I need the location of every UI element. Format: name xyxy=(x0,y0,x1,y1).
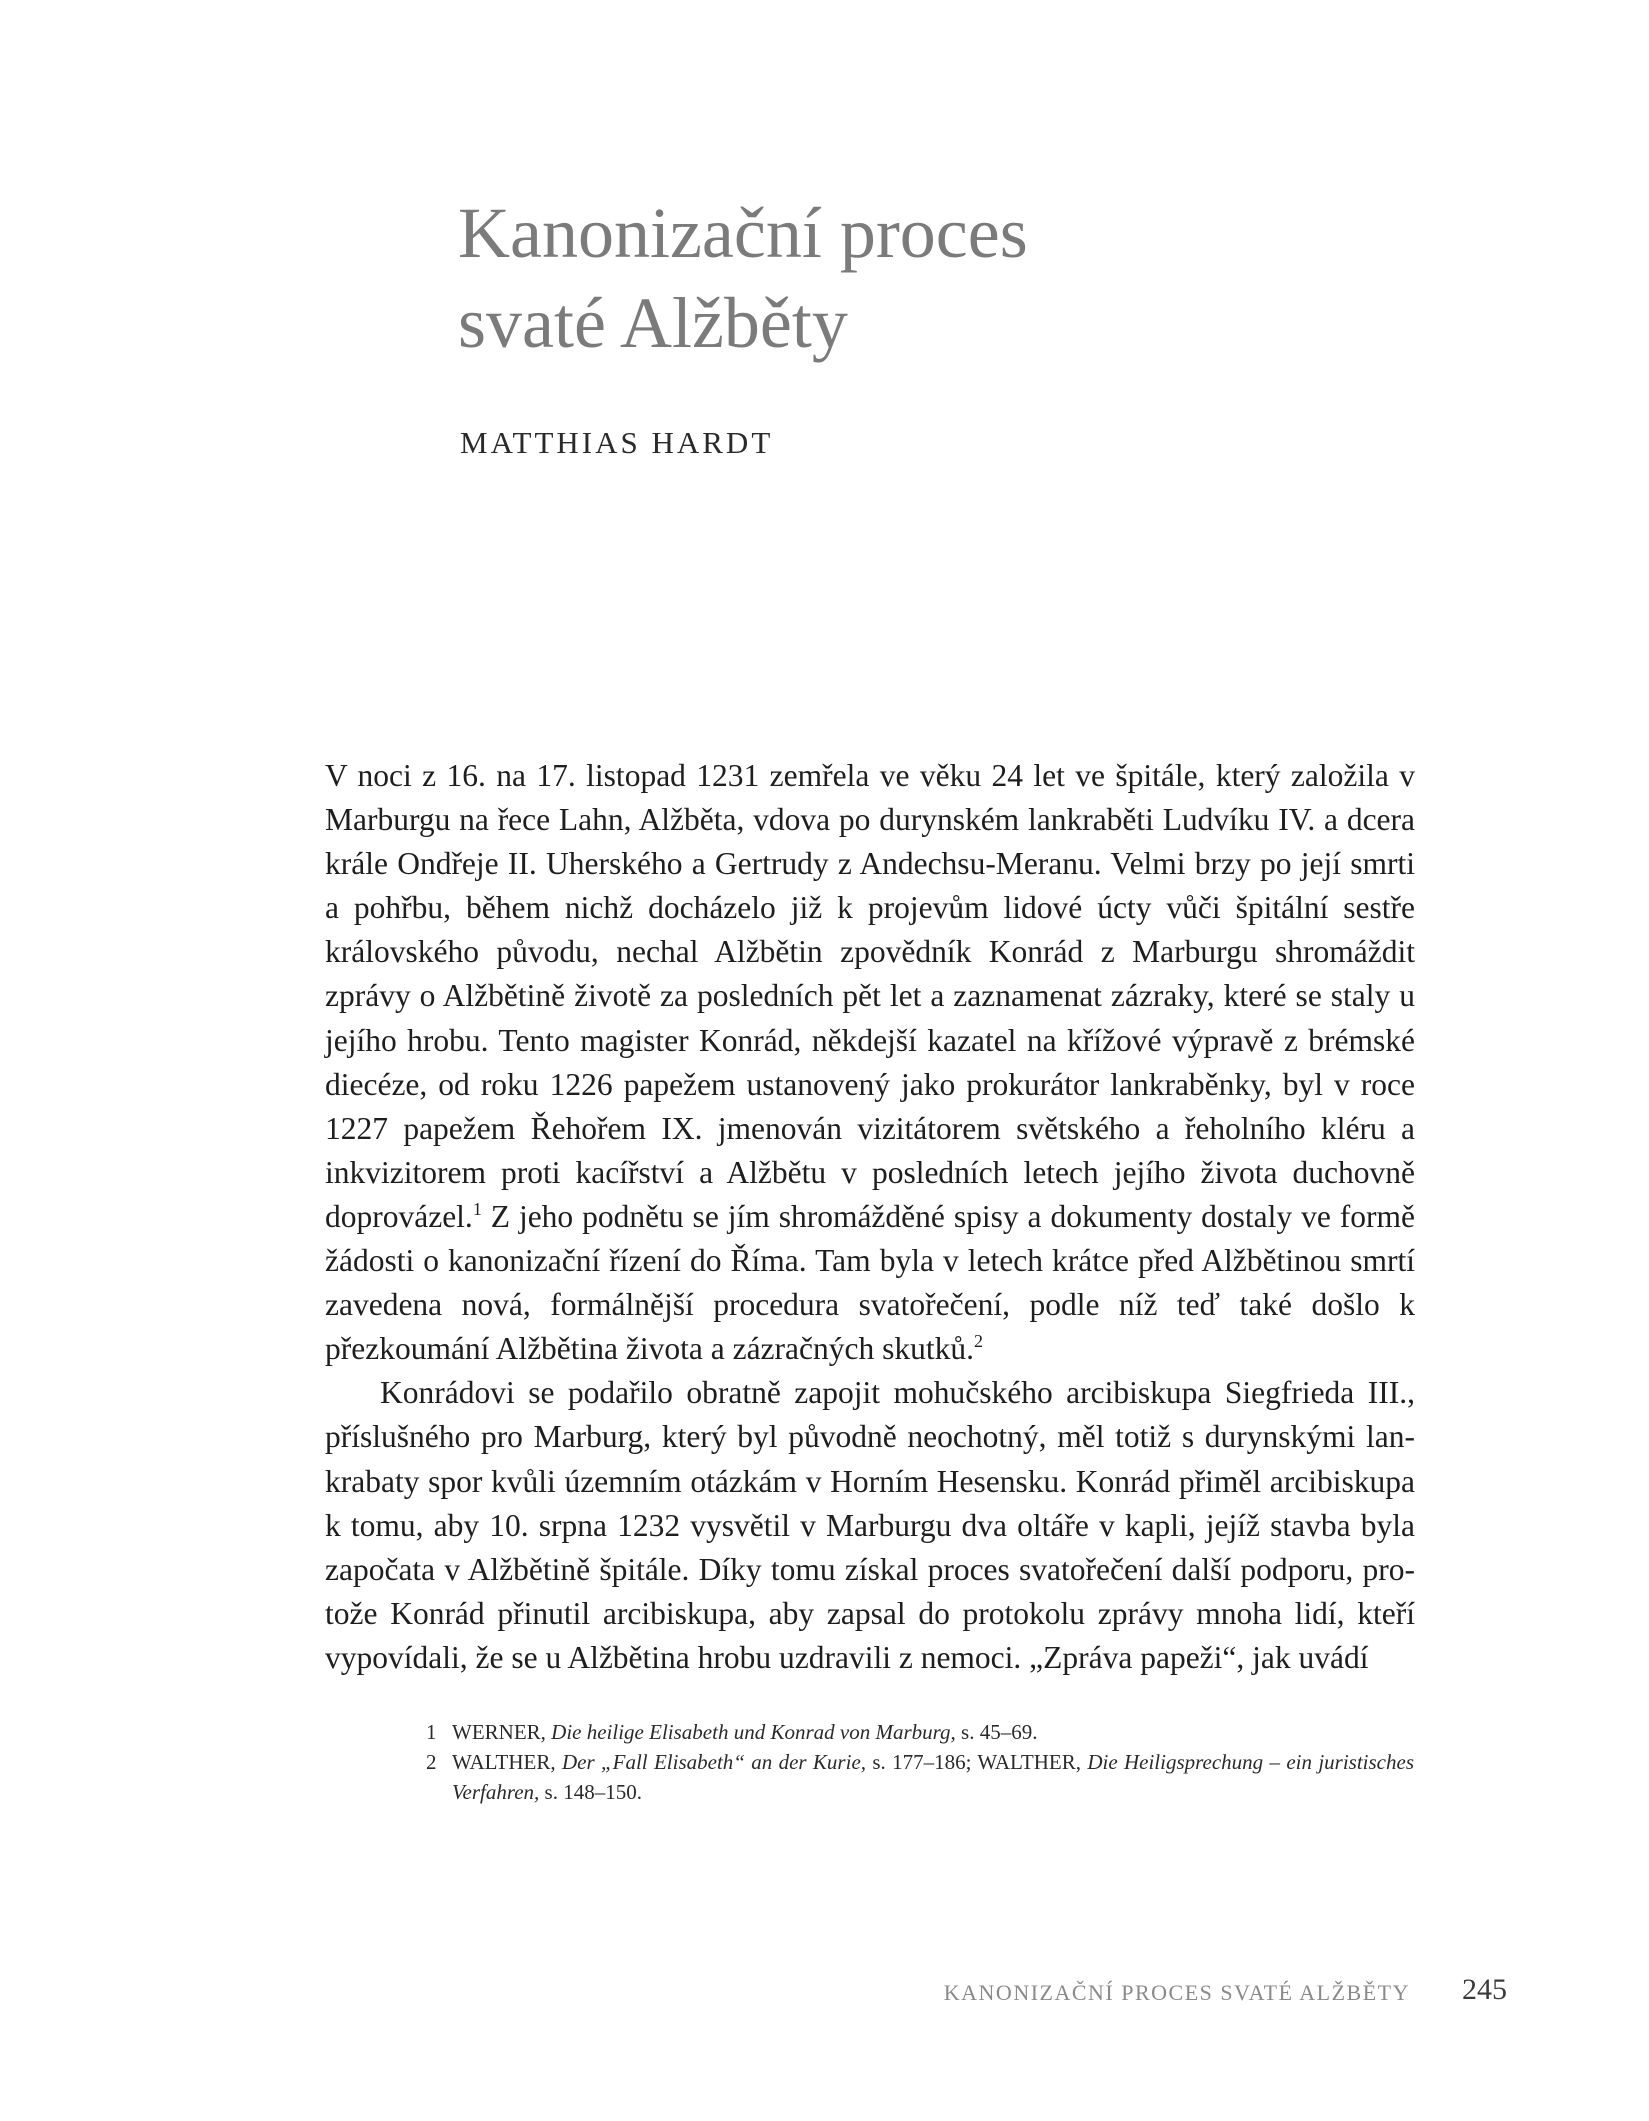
chapter-title-line-1: Kanonizační proces xyxy=(458,193,1028,273)
footnote-work-title-2: Die Heiligsprechung – ein juristisches Verfahren, xyxy=(452,1750,1414,1804)
chapter-title xyxy=(458,188,1358,368)
chapter-author: MATTHIAS HARDT xyxy=(460,425,774,460)
paragraph-1 xyxy=(325,754,1415,1371)
footnote-author-2: WALTHER, xyxy=(977,1750,1082,1774)
footnotes xyxy=(426,1717,1414,1807)
footnote-author: WERNER, xyxy=(452,1720,546,1744)
paragraph-2: Konrádovi se podařilo obratně zapojit mohučského arcibiskupa Siegfrieda III., příslušného pro Marburg, který byl původně neochotný, měl totiž s durynskými lankrabaty spor kvůli územním otázkám v Horním Hesensku. Konrád přiměl arcibiskupa k tomu, aby 10. srpna 1232 vysvětil v Marburgu dva oltáře v kapli, jejíž stavba byla započata v Alžbětině špitále. Díky tomu získal proces svatořečení další podporu, protože Konrád přinutil arcibiskupa, aby zapsal do protokolu zprávy mnoha lidí, kteří vypovídali, že se u Alžbětina hrobu uzdravili z nemoci. „Zpráva papeži“, jak uvádí xyxy=(325,1375,1415,1675)
body-text xyxy=(325,754,1415,1680)
footnote-1 xyxy=(426,1717,1414,1747)
footnote-ref-2[interactable]: 2 xyxy=(973,1331,983,1352)
paragraph-1-part-b: Z jeho podnětu se jím shromážděné spisy a dokumenty dostaly ve formě žádosti o kanonizační řízení do Říma. Tam byla v letech krátce před Alžbětinou smrtí zavedena nová, formálnější procedura svatořečení, podle níž teď také došlo k přezkoumání Alžbětina života a zázračných skutků. xyxy=(325,1198,1415,1367)
footnote-pages-2: s. 148–150. xyxy=(539,1780,642,1804)
chapter-title-line-2: svaté Alžběty xyxy=(458,283,848,363)
footnote-number: 1 xyxy=(426,1720,437,1744)
footnote-work-title: Der „Fall Elisabeth“ an der Kurie, xyxy=(561,1750,867,1774)
footnote-2 xyxy=(426,1747,1414,1807)
footnote-ref-1[interactable]: 1 xyxy=(472,1198,482,1219)
footnote-number: 2 xyxy=(426,1750,437,1774)
page-number: 245 xyxy=(1462,1973,1507,2006)
footnote-pages: s. 177–186; xyxy=(866,1750,978,1774)
paragraph-1-part-a: V noci z 16. na 17. listopad 1231 zemřela ve věku 24 let ve špitále, který založila v Marburgu na řece Lahn, Alžběta, vdova po durynském lankraběti Ludvíku IV. a dcera krále Ondřeje II. Uherského a Gertrudy z Andechsu-Meranu. Velmi brzy po její smrti a pohřbu, během nichž docházelo již k projevům lidové úcty vůči špitální sestře královského původu, nechal Alžbětin zpovědník Konrád z Marburgu shromáždit zprávy o Alžbětině životě za posledních pět let a zaznamenat zázraky, které se staly u jejího hrobu. Tento magister Konrád, někdejší kazatel na křížové výpravě z brémské diecéze, od roku 1226 papežem ustanovený jako prokurátor lankraběnky, byl v roce 1227 papežem Řehořem IX. jmenován vizitátorem světského a řeholního kléru a inkvizitorem proti kacířství a Alžbětu v posledních letech jejího života duchovně doprovázel. xyxy=(325,758,1415,1234)
footnote-author: WALTHER, xyxy=(452,1750,556,1774)
running-head: KANONIZAČNÍ PROCES SVATÉ ALŽBĚTY xyxy=(943,1980,1410,2005)
footnote-work-title: Die heilige Elisabeth und Konrad von Marburg, xyxy=(551,1720,956,1744)
footnote-pages: s. 45–69. xyxy=(955,1720,1038,1744)
